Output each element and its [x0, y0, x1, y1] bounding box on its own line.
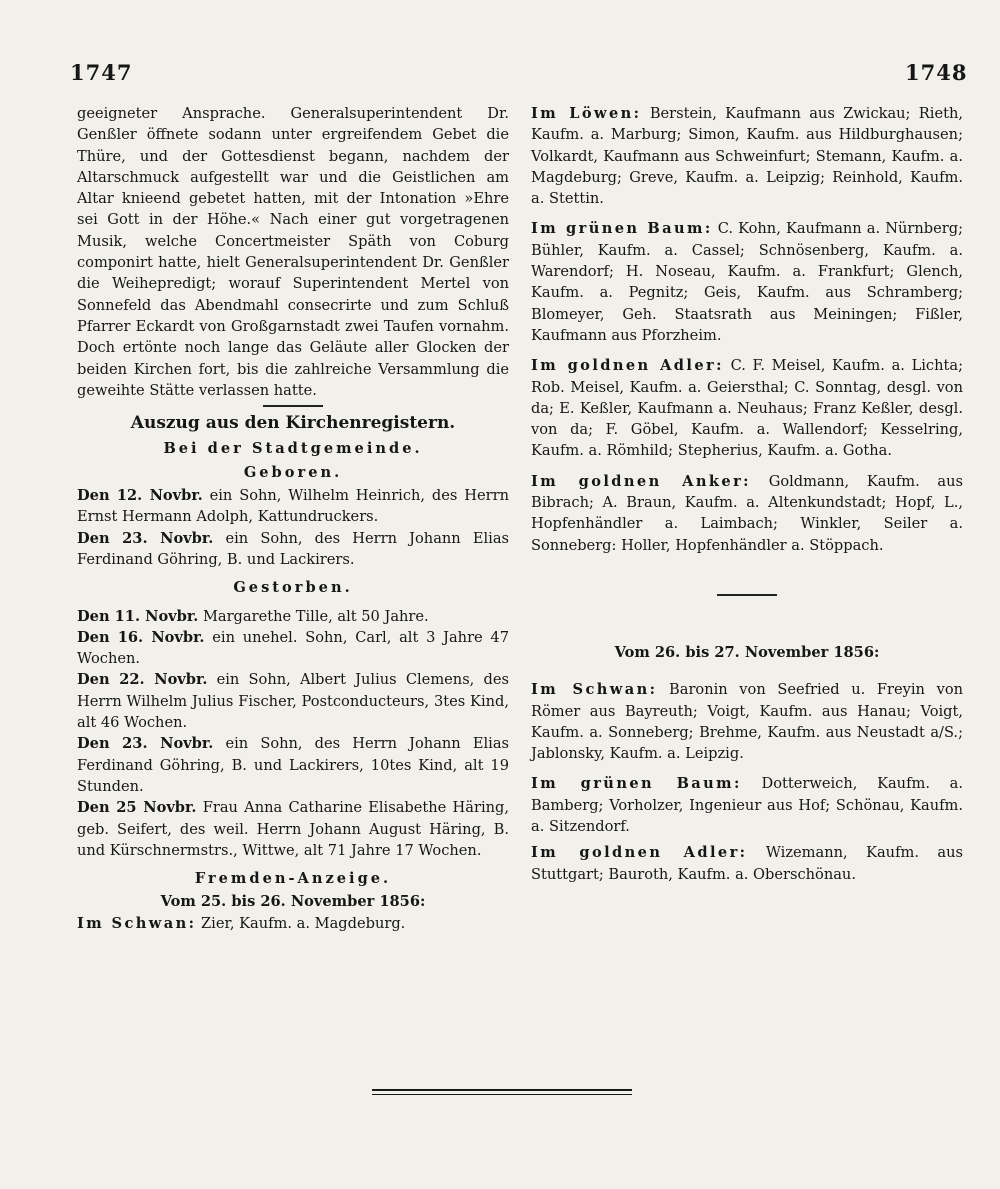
died-entry [77, 669, 509, 733]
hotel-guests: Berstein, Kaufmann aus Zwickau; Rieth, Kaufm. a. Marburg; Simon, Kaufm. aus Hildburghausen; Volkardt, Kaufmann aus Schweinfurt; Stemann, Kaufm. a. Magdeburg; Greve, Kaufm. a. Leipzig; Reinhold, Kaufm. a. Stettin. [531, 105, 963, 208]
right-column [531, 103, 963, 885]
entry-text: ein Sohn, Wilhelm Heinrich, des Herrn Ernst Hermann Adolph, Kattundruckers. [77, 487, 509, 526]
hotel-entry [531, 218, 963, 346]
page-number-left: 1747 [70, 60, 133, 85]
left-column [77, 103, 509, 934]
born-entry [77, 528, 509, 571]
entry-date: Den 11. Novbr. [77, 607, 199, 625]
date-range-heading: Vom 26. bis 27. November 1856: [614, 643, 880, 661]
hotel-entry [531, 103, 963, 209]
visitors-heading: Fremden-Anzeige. [194, 870, 392, 888]
page-end-rule [372, 1089, 632, 1095]
hotel-guests: Dotterweich, Kaufm. a. Bamberg; Vorholzer, Ingenieur aus Hof; Schönau, Kaufm. a. Sitzendorf. [531, 775, 964, 836]
hotel-guests: Goldmann, Kaufm. aus Bibrach; A. Braun, Kaufm. a. Altenkundstadt; Hopf, L., Hopfenhändler a. Laimbach; Winkler, Seiler a. Sonneberg: Holler, Hopfenhändler a. Stöppach. [531, 472, 964, 554]
hotel-guests: C. F. Meisel, Kaufm. a. Lichta; Rob. Meisel, Kaufm. a. Geiersthal; C. Sonntag, desgl. von da; E. Keßler, Kaufmann a. Neuhaus; Franz Keßler, desgl. von da; F. Göbel, Kaufm. a. Wallendorf; Kesselring, Kaufm. a. Römhild; Stepherius, Kaufm. a. Gotha. [531, 357, 963, 460]
hotel-entry [77, 913, 509, 934]
hotel-name: Im goldnen Anker: [531, 472, 751, 490]
hotel-guests: Wizemann, Kaufm. aus Stuttgart; Bauroth, Kaufm. a. Oberschönau. [531, 844, 963, 883]
entry-text: ein unehel. Sohn, Carl, alt 3 Jahre 47 Wochen. [77, 628, 509, 668]
entry-text: Margarethe Tille, alt 50 Jahre. [202, 607, 429, 625]
entry-date: Den 23. Novbr. [77, 735, 214, 753]
entry-text: ein Sohn, des Herrn Johann Elias Ferdinand Göhring, B. und Lackirers. [77, 529, 510, 568]
hotel-guests: C. Kohn, Kaufmann a. Nürnberg; Bühler, Kaufm. a. Cassel; Schnösenberg, Kaufm. a. Warendorf; H. Noseau, Kaufm. a. Frankfurt; Glench, Kaufm. a. Pegnitz; Geis, Kaufm. aus Schramberg; Blomeyer, Geh. Staatsrath aus Meiningen; Fißler, Kaufmann aus Pforzheim. [531, 220, 963, 344]
page-number-right: 1748 [905, 60, 968, 85]
died-entry [77, 627, 509, 670]
community-heading: Bei der Stadtgemeinde. [163, 440, 423, 458]
ceremony-paragraph: geeigneter Ansprache. Generalsuperintendent Dr. Genßler öffnete sodann unter ergreifendem Gebet die Thüre, und der Gottesdienst begann, nachdem der Altarschmuck aufgestellt war und die Geistlichen am Altar knieend gebetet hatten, mit der Intonation »Ehre sei Gott in der Höhe.« Nach einer gut vorgetragenen Musik, welche Concertmeister Späth von Coburg componirt hatte, hielt Generalsuperintendent Dr. Genßler die Weihepredigt; worauf Superintendent Mertel von Sonnefeld das Abendmahl consecrirte und zum Schluß Pfarrer Eckardt von Großgarnstadt zwei Taufen vornahm. Doch ertönte noch lange das Geläute aller Glocken der beiden Kirchen fort, bis die zahlreiche Versammlung die geweihte Stätte verlassen hatte. [77, 105, 509, 399]
entry-text: ein Sohn, Albert Julius Clemens, des Herrn Wilhelm Julius Fischer, Postconducteurs, 3tes Kind, alt 46 Wochen. [77, 671, 509, 732]
hotel-name: Im goldnen Adler: [531, 844, 748, 862]
hotel-name: Im Schwan: [77, 914, 197, 932]
registers-heading: Auszug aus den Kirchenregistern. [130, 413, 456, 434]
hotel-entry [531, 679, 963, 764]
hotel-entry [531, 355, 963, 461]
born-heading: Geboren. [243, 463, 343, 481]
entry-date: Den 12. Novbr. [77, 487, 203, 505]
hotel-guests: Zier, Kaufm. a. Magdeburg. [201, 914, 406, 932]
entry-text: ein Sohn, des Herrn Johann Elias Ferdinand Göhring, B. und Lackirers, 10tes Kind, alt 19 Stunden. [77, 735, 510, 795]
hotel-name: Im grünen Baum: [531, 775, 742, 793]
died-entry [77, 733, 509, 797]
entry-text: Frau Anna Catharine Elisabethe Häring, geb. Seifert, des weil. Herrn Johann August Häring, B. und Kürschnermstrs., Wittwe, alt 71 Jahre 17 Wochen. [77, 799, 509, 859]
entry-date: Den 23. Novbr. [77, 529, 214, 547]
died-entry [77, 606, 509, 627]
entry-date: Den 25 Novbr. [77, 799, 197, 817]
hotel-guests: Baronin von Seefried u. Freyin von Römer aus Bayreuth; Voigt, Kaufm. aus Hanau; Voigt, Kaufm. a. Sonneberg; Brehme, Kaufm. aus Neustadt a/S.; Jablonsky, Kaufm. a. Leipzig. [531, 681, 964, 763]
hotel-name: Im Löwen: [531, 105, 642, 122]
entry-date: Den 16. Novbr. [77, 628, 205, 646]
died-heading: Gestorben. [233, 579, 353, 597]
born-entry [77, 485, 509, 528]
hotel-name: Im Schwan: [531, 681, 658, 699]
section-divider [263, 405, 323, 407]
hotel-entry [531, 773, 963, 837]
entry-date: Den 22. Novbr. [77, 671, 208, 689]
hotel-name: Im grünen Baum: [531, 220, 713, 238]
date-range-heading: Vom 25. bis 26. November 1856: [160, 893, 426, 911]
hotel-entry [531, 842, 963, 885]
section-divider [717, 594, 777, 596]
hotel-name: Im goldnen Adler: [531, 357, 724, 375]
hotel-entry [531, 471, 963, 556]
died-entry [77, 797, 509, 861]
